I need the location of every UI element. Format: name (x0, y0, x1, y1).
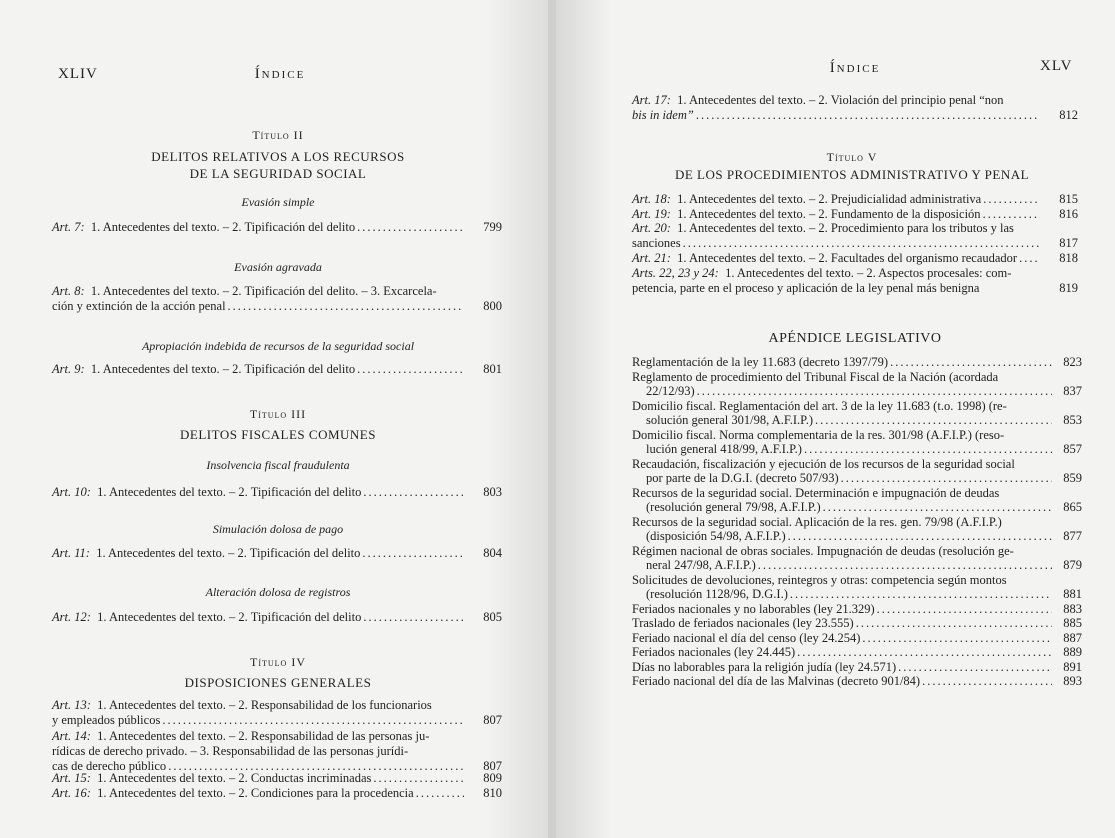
leader-dots (890, 355, 1052, 370)
appendix-entry-text: Régimen nacional de obras sociales. Impugnación de deudas (resolución ge- (632, 543, 1014, 558)
page-number: 799 (483, 220, 502, 234)
art-label: Art. 13: (52, 698, 91, 712)
leader-dots (804, 442, 1052, 457)
entry-text: 1. Antecedentes del texto. – 2. Tipificación del delito (97, 610, 362, 624)
leader-dots (697, 384, 1052, 399)
apendice-heading: APÉNDICE LEGISLATIVO (768, 331, 942, 346)
leader-dots (823, 500, 1052, 515)
art-label: Art. 14: (52, 729, 91, 743)
entry-text-cont: cas de derecho público (52, 759, 167, 773)
leader-dots (841, 471, 1052, 486)
entry-text-cont: y empleados públicos (52, 713, 161, 727)
art-label: Art. 15: (52, 771, 91, 785)
page-number: 893 (1063, 674, 1082, 688)
appendix-entry[interactable] (632, 660, 1082, 675)
titulo-iv-label: Título IV (250, 655, 306, 669)
entry-text: 1. Antecedentes del texto. – 2. Facultades del organismo recaudador (677, 251, 1018, 265)
heading-line-1: DELITOS RELATIVOS A LOS RECURSOS (151, 149, 405, 164)
art-label: Arts. 22, 23 y 24: (632, 266, 719, 280)
toc-entry-art8[interactable] (52, 284, 502, 314)
appendix-entry-text: Feriados nacionales y no laborables (ley 21.329) (632, 601, 875, 616)
entry-text-cont: sanciones (632, 236, 681, 250)
subheading-apropiacion: Apropiación indebida de recursos de la seguridad social (141, 339, 415, 353)
page-number: 804 (483, 546, 502, 560)
appendix-entry-text: Feriado nacional el día del censo (ley 24.254) (632, 630, 861, 645)
leader-dots (373, 771, 464, 786)
page-number: 805 (483, 610, 502, 624)
toc-entry-art15[interactable] (52, 771, 502, 786)
entry-text: 1. Antecedentes del texto. – 2. Tipificación del delito. – 3. Excarcela- (90, 284, 437, 298)
page-number: 877 (1063, 529, 1082, 543)
leader-dots (363, 610, 464, 625)
leader-dots (815, 413, 1052, 428)
appendix-entry-text-cont: por parte de la D.G.I. (decreto 507/93) (646, 471, 839, 485)
appendix-entry[interactable] (632, 616, 1082, 631)
leader-dots (983, 207, 1040, 222)
art-label: Art. 10: (52, 485, 91, 499)
appendix-entry-text: Domicilio fiscal. Reglamentación del art. 3 de la ley 11.683 (t.o. 1998) (re- (632, 398, 1007, 413)
leader-dots (162, 713, 464, 728)
leader-dots (797, 645, 1052, 660)
leader-dots (362, 546, 464, 561)
page-number: 887 (1063, 630, 1082, 645)
entry-text-cont: rídicas de derecho privado. – 3. Responsabilidad de las personas jurídi- (52, 744, 409, 758)
leader-dots (758, 558, 1052, 573)
leader-dots (922, 674, 1052, 689)
leader-dots (862, 631, 1052, 646)
toc-entry-art17[interactable] (632, 93, 1078, 123)
art-label: Art. 8: (52, 284, 85, 298)
page-number: 865 (1063, 500, 1082, 514)
subheading-alteracion: Alteración dolosa de registros (205, 585, 351, 599)
art-label: Art. 7: (52, 220, 85, 234)
page-number: 817 (1059, 236, 1078, 250)
appendix-entry-text: Traslado de feriados nacionales (ley 23.555) (632, 616, 854, 630)
page-number: 885 (1063, 616, 1082, 630)
toc-entry-art20[interactable] (632, 221, 1078, 251)
page-number: 881 (1063, 587, 1082, 601)
leader-dots (790, 587, 1052, 602)
appendix-entry[interactable] (632, 544, 1082, 573)
art-label: Art. 18: (632, 192, 671, 206)
subheading-insolvencia: Insolvencia fiscal fraudulenta (206, 458, 350, 472)
entry-text: 1. Antecedentes del texto. – 2. Tipificación del delito (97, 485, 362, 499)
appendix-entry-text-cont: 22/12/93) (646, 384, 695, 398)
toc-entry-art19[interactable] (632, 207, 1078, 222)
titulo-v-label: Título V (826, 150, 878, 164)
appendix-entry-text: Solicitudes de devoluciones, reintegros y otras: competencia según montos (632, 572, 1007, 587)
entry-text-cont: ción y extinción de la acción penal (52, 299, 226, 313)
appendix-entry-text: Recursos de la seguridad social. Determinación e impugnación de deudas (632, 485, 1000, 500)
art-label: Art. 21: (632, 251, 671, 265)
subheading-simulacion: Simulación dolosa de pago (212, 522, 344, 536)
appendix-entry[interactable] (632, 428, 1082, 457)
leader-dots (228, 299, 464, 314)
page-number: 823 (1063, 355, 1082, 369)
appendix-entry-text: Días no laborables para la religión judía (ley 24.571) (632, 659, 897, 674)
appendix-entry-text: Recursos de la seguridad social. Aplicación de la res. gen. 79/98 (A.F.I.P.) (632, 514, 1002, 529)
leader-dots (983, 192, 1040, 207)
entry-text: 1. Antecedentes del texto. – 2. Conductas incriminadas (97, 771, 372, 785)
entry-text-cont: bis in idem” (632, 108, 694, 122)
entry-text: 1. Antecedentes del texto. – 2. Fundamento de la disposición (677, 207, 981, 221)
page-number: 801 (483, 362, 502, 376)
entry-text: 1. Antecedentes del texto. – 2. Tipificación del delito (90, 220, 356, 234)
page-number: 837 (1063, 384, 1082, 398)
appendix-entry[interactable] (632, 355, 1082, 370)
folio-right: XLV (1040, 58, 1073, 74)
appendix-entry[interactable] (632, 674, 1082, 689)
toc-entry-art7[interactable] (52, 220, 502, 235)
appendix-entry-text: Domicilio fiscal. Norma complementaria de la res. 301/98 (A.F.I.P.) (reso- (632, 427, 1005, 442)
art-label: Art. 20: (632, 221, 671, 235)
art-label: Art. 12: (52, 610, 91, 624)
page-number: 859 (1063, 471, 1082, 485)
entry-text: 1. Antecedentes del texto. – 2. Condiciones para la procedencia (97, 786, 414, 800)
folio-left: XLIV (58, 66, 98, 82)
leader-dots (683, 236, 1040, 251)
page-number: 853 (1063, 413, 1082, 427)
appendix-entry[interactable] (632, 370, 1082, 399)
toc-entry-art13[interactable] (52, 698, 502, 728)
page-number: 812 (1059, 108, 1078, 122)
leader-dots (877, 602, 1052, 617)
page-number: 883 (1063, 601, 1082, 616)
appendix-entry-text: Recaudación, fiscalización y ejecución de los recursos de la seguridad social (632, 456, 1015, 471)
toc-entry-art9[interactable] (52, 362, 502, 377)
leader-dots (788, 529, 1052, 544)
entry-text: 1. Antecedentes del texto. – 2. Prejudicialidad administrativa (677, 192, 982, 206)
appendix-entry[interactable] (632, 631, 1082, 646)
leader-dots (696, 108, 1040, 123)
toc-entry-art18[interactable] (632, 192, 1078, 207)
leader-dots (363, 485, 464, 500)
page-number: 857 (1063, 442, 1082, 456)
page-number: 889 (1063, 645, 1082, 659)
leader-dots (1019, 251, 1040, 266)
appendix-entry-text-cont: (disposición 54/98, A.F.I.P.) (646, 529, 786, 543)
titulo-iv-heading: DISPOSICIONES GENERALES (184, 675, 372, 690)
leader-dots (898, 660, 1052, 675)
appendix-list (632, 355, 1082, 689)
titulo-v-heading: DE LOS PROCEDIMIENTOS ADMINISTRATIVO Y PENAL (674, 167, 1030, 182)
heading-line-2: DE LA SEGURIDAD SOCIAL (189, 166, 367, 181)
appendix-entry-text-cont: (resolución 1128/96, D.G.I.) (646, 587, 788, 601)
art-label: Art. 17: (632, 93, 671, 107)
subheading-evasion-simple: Evasión simple (241, 195, 315, 209)
toc-entry-art12[interactable] (52, 610, 502, 625)
appendix-entry-text-cont: lución general 418/99, A.F.I.P.) (646, 442, 802, 456)
toc-entry-art21[interactable] (632, 251, 1078, 266)
page-number: 807 (483, 759, 502, 773)
art-label: Art. 11: (52, 546, 90, 560)
leader-dots (357, 362, 464, 377)
entry-text: 1. Antecedentes del texto. – 2. Tipificación del delito (96, 546, 361, 560)
art-label: Art. 16: (52, 786, 91, 800)
page-number: 818 (1059, 251, 1078, 265)
page-number: 819 (1059, 281, 1078, 295)
page-number: 891 (1063, 659, 1082, 674)
toc-entry-art16[interactable] (52, 786, 502, 801)
appendix-entry[interactable] (632, 457, 1082, 486)
leader-dots (357, 220, 464, 235)
titulo-iii-heading: DELITOS FISCALES COMUNES (180, 427, 376, 442)
appendix-entry-text: Reglamento de procedimiento del Tribunal Fiscal de la Nación (acordada (632, 369, 999, 384)
appendix-entry[interactable] (632, 573, 1082, 602)
toc-entry-art10[interactable] (52, 485, 502, 500)
toc-entry-art22-24[interactable] (632, 266, 1078, 296)
page-number: 815 (1059, 192, 1078, 206)
page-number: 810 (483, 786, 502, 800)
toc-entry-art11[interactable] (52, 546, 502, 561)
page-number: 800 (483, 299, 502, 313)
art-label: Art. 19: (632, 207, 671, 221)
leader-dots (856, 616, 1052, 631)
appendix-entry-text-cont: solución general 301/98, A.F.I.P.) (646, 413, 814, 427)
entry-text: 1. Antecedentes del texto. – 2. Procedimiento para los tributos y las (677, 221, 1014, 235)
entry-text: 1. Antecedentes del texto. – 2. Responsabilidad de las personas ju- (97, 729, 430, 743)
entry-text: 1. Antecedentes del texto. – 2. Responsabilidad de los funcionarios (97, 698, 432, 712)
page-number: 809 (483, 771, 502, 785)
appendix-entry-text: Feriado nacional del día de las Malvinas (decreto 901/84) (632, 674, 921, 688)
leader-dots (416, 786, 464, 801)
appendix-entry-text-cont: (resolución general 79/98, A.F.I.P.) (646, 500, 821, 514)
page-number: 803 (483, 485, 502, 499)
page-number: 879 (1063, 558, 1082, 572)
titulo-iii-label: Título III (249, 407, 307, 421)
page-number: 807 (483, 713, 502, 727)
appendix-entry[interactable] (632, 515, 1082, 544)
toc-entry-art14[interactable] (52, 729, 502, 774)
titulo-ii-label: Título II (252, 128, 304, 142)
appendix-entry-text: Reglamentación de la ley 11.683 (decreto 1397/79) (632, 355, 889, 369)
page-number: 816 (1059, 207, 1078, 221)
running-head-left: Índice (254, 66, 306, 82)
entry-text: 1. Antecedentes del texto. – 2. Violación del principio penal “non (677, 93, 1004, 107)
appendix-entry[interactable] (632, 602, 1082, 617)
appendix-entry-text: Feriados nacionales (ley 24.445) (632, 645, 796, 659)
appendix-entry-text-cont: neral 247/98, A.F.I.P.) (646, 558, 756, 572)
running-head-right: Índice (829, 60, 881, 76)
titulo-ii-heading (58, 148, 498, 182)
entry-text-cont: petencia, parte en el proceso y aplicación de la ley penal más benigna (632, 281, 980, 295)
appendix-entry[interactable] (632, 645, 1082, 660)
entry-text: 1. Antecedentes del texto. – 2. Tipificación del delito (90, 362, 356, 376)
art-label: Art. 9: (52, 362, 85, 376)
subheading-evasion-agravada: Evasión agravada (234, 260, 322, 274)
entry-text: 1. Antecedentes del texto. – 2. Aspectos procesales: com- (725, 266, 1012, 280)
appendix-entry[interactable] (632, 399, 1082, 428)
appendix-entry[interactable] (632, 486, 1082, 515)
